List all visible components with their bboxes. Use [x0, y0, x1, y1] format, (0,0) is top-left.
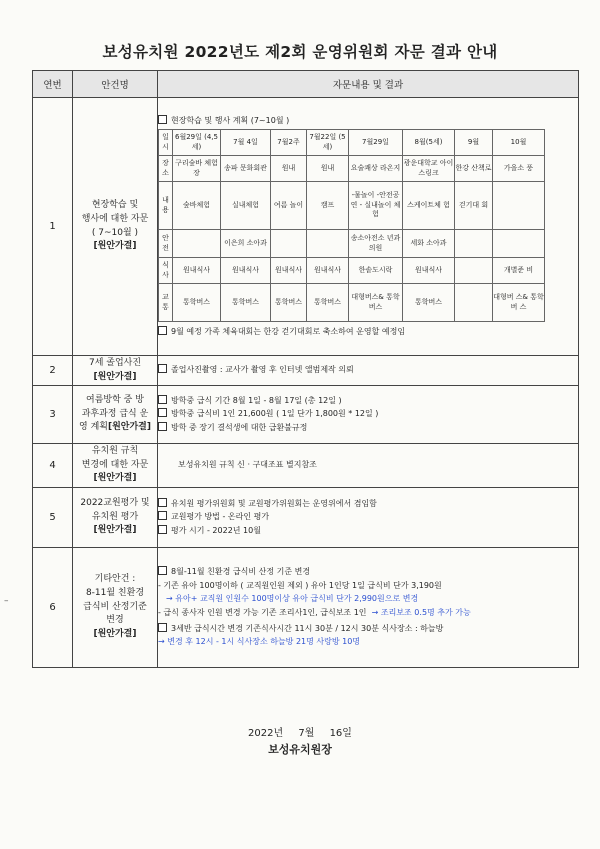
schedule-cell: 원내	[307, 156, 349, 182]
result-content	[158, 444, 579, 488]
schedule-cell	[271, 230, 307, 258]
result-line: - 급식 종사자 인원 변경 가능 기존 조리사1인, 급식보조 1인	[158, 607, 367, 617]
issue-date	[0, 724, 600, 739]
schedule-cell	[455, 230, 493, 258]
result-line: 유치원 평가위원회 및 교원평가위원회는 운영위에서 겸임함	[171, 498, 377, 508]
result-line: → 조리보조 0.5명 추가 가능	[371, 607, 471, 617]
row-number: 5	[33, 488, 73, 548]
result-line: 보성유치원 규칙 신 · 구대조표 별지참조	[178, 460, 317, 470]
result-line: - 기존 유아 100명이하 ( 교직원인원 제외 ) 유아 1인당 1일 급식비 단가 3,190원	[158, 580, 442, 590]
schedule-cell: 원내식사	[173, 258, 221, 284]
schedule-cell: 10월	[493, 130, 545, 156]
verdict: [원안가결]	[107, 422, 151, 433]
table-row	[33, 548, 579, 668]
schedule-cell: 통학버스	[271, 284, 307, 322]
table-row	[33, 356, 579, 386]
schedule-cell: 개별준 비	[493, 258, 545, 284]
table-row	[33, 444, 579, 488]
agenda-line: 현장학습 및	[91, 199, 139, 210]
result-line: 교원평가 방법 - 온라인 평가	[171, 512, 270, 522]
schedule-cell	[455, 284, 493, 322]
schedule-cell: 송소아전소 년과의원	[349, 230, 403, 258]
agenda-name	[73, 356, 158, 386]
agenda-name	[73, 548, 158, 668]
schedule-cell: 스케이트체 험	[403, 182, 455, 230]
schedule-row-date	[159, 130, 545, 156]
date-month: 7월	[298, 728, 315, 739]
agenda-line: 급식비 산정기준	[83, 601, 147, 612]
schedule-cell	[455, 258, 493, 284]
result-line: 졸업사진촬영 : 교사가 촬영 후 인터넷 앨범제작 의뢰	[171, 365, 354, 375]
result-line: → 유아+ 교직원 인원수 100명이상 유아 급식비 단가 2,990원으로 변경	[166, 594, 419, 604]
result-line: 방학중 급식 기간 8월 1일 - 8월 17일 (총 12일 )	[171, 395, 342, 405]
schedule-cell: 6월29일 (4,5세)	[173, 130, 221, 156]
schedule-cell: 통학버스	[173, 284, 221, 322]
schedule-cell: 실내체험	[221, 182, 271, 230]
result-content	[158, 386, 579, 444]
agenda-name	[73, 386, 158, 444]
schedule-cell: 원내식사	[221, 258, 271, 284]
schedule-cell: 한강 산책로	[455, 156, 493, 182]
verdict: [원안가결]	[93, 629, 137, 640]
header-num: 연번	[33, 71, 73, 98]
schedule-cell: 8월(5세)	[403, 130, 455, 156]
schedule-row-place	[159, 156, 545, 182]
checkbox-icon	[158, 511, 167, 520]
result-content	[158, 356, 579, 386]
schedule-cell: 원내	[271, 156, 307, 182]
schedule-cell: 통학버스	[403, 284, 455, 322]
agenda-line: ( 7~10월 )	[91, 227, 139, 238]
row-number: 2	[33, 356, 73, 386]
table-row	[33, 488, 579, 548]
checkbox-icon	[158, 498, 167, 507]
schedule-cell: 7월2주	[271, 130, 307, 156]
row-number: 4	[33, 444, 73, 488]
verdict: [원안가결]	[93, 473, 137, 484]
schedule-cell: 이은희 소아과	[221, 230, 271, 258]
schedule-cell: 한솥도시락	[349, 258, 403, 284]
schedule-table	[158, 129, 545, 322]
agenda-line: 여름방학 중 방	[86, 394, 144, 405]
schedule-cell: 구리숲바 체험장	[173, 156, 221, 182]
schedule-cell: 대형버스& 통학버스	[349, 284, 403, 322]
agenda-line: 행사에 대한 자문	[81, 213, 149, 224]
result-line: 3세반 급식시간 변경 기존식사시간 11시 30분 / 12시 30분 식사장소 : 하늘방	[171, 623, 444, 633]
margin-mark: –	[4, 596, 9, 606]
result-line: 평가 시기 - 2022년 10월	[171, 525, 261, 535]
checkbox-icon	[158, 422, 167, 431]
row-number: 1	[33, 98, 73, 356]
schedule-cell	[493, 230, 545, 258]
table-row	[33, 386, 579, 444]
verdict: [원안가결]	[93, 525, 137, 536]
schedule-cell: 7월29일	[349, 130, 403, 156]
row-label: 내용	[159, 182, 173, 230]
result-content	[158, 488, 579, 548]
agenda-line: 기타안건 :	[94, 573, 136, 584]
schedule-row-meal	[159, 258, 545, 284]
schedule-cell: 원내식사	[271, 258, 307, 284]
schedule-cell: 7월 4일	[221, 130, 271, 156]
schedule-cell: 세화 소아과	[403, 230, 455, 258]
schedule-cell: 가을소 풍	[493, 156, 545, 182]
row-number: 6	[33, 548, 73, 668]
schedule-row-content	[159, 182, 545, 230]
date-day: 16일	[329, 728, 352, 739]
schedule-cell: 광운대학교 아이스링크	[403, 156, 455, 182]
schedule-cell	[173, 230, 221, 258]
header-agenda: 안건명	[73, 71, 158, 98]
verdict: [원안가결]	[93, 371, 137, 382]
result-line: → 변경 후 12시 - 1시 식사장소 하늘방 21명 사랑방 10명	[158, 637, 361, 647]
document-title: 보성유치원 2022년도 제2회 운영위원회 자문 결과 안내	[102, 43, 498, 61]
schedule-cell: 통학버스	[221, 284, 271, 322]
schedule-cell: 원내식사	[307, 258, 349, 284]
result-content	[158, 98, 579, 356]
row-number: 3	[33, 386, 73, 444]
agenda-name	[73, 98, 158, 356]
row-label: 일시	[159, 130, 173, 156]
schedule-cell: 걷기대 회	[455, 182, 493, 230]
checkbox-icon	[158, 525, 167, 534]
row-label: 안전	[159, 230, 173, 258]
date-year: 2022년	[248, 728, 284, 739]
schedule-cell: 9월	[455, 130, 493, 156]
schedule-cell: 통학버스	[307, 284, 349, 322]
checkbox-icon	[158, 115, 167, 124]
header-result: 자문내용 및 결과	[158, 71, 579, 98]
result-line: 방학 중 장기 결석생에 대한 급환불규정	[171, 422, 308, 432]
agenda-name	[73, 444, 158, 488]
agenda-line: 변경	[106, 615, 124, 626]
verdict: [원안가결]	[93, 241, 137, 252]
agenda-line: 변경에 대한 자문	[81, 459, 149, 470]
result-line: 8월-11월 친환경 급식비 산정 기준 변경	[171, 567, 311, 577]
checkbox-icon	[158, 566, 167, 575]
result-line: 방학중 급식비 1인 21,600원 ( 1일 단가 1,800원 * 12일 )	[171, 409, 379, 419]
agenda-line: 과후과정 급식 운	[81, 408, 149, 419]
schedule-row-safety	[159, 230, 545, 258]
committee-result-table	[32, 70, 579, 668]
agenda-line: 8-11월 친환경	[85, 587, 145, 598]
schedule-row-transport	[159, 284, 545, 322]
schedule-cell: 원내식사	[403, 258, 455, 284]
schedule-cell: 7월22일 (5세)	[307, 130, 349, 156]
agenda-line: 유치원 규칙	[91, 445, 139, 456]
result-content	[158, 548, 579, 668]
schedule-cell	[493, 182, 545, 230]
schedule-cell: 숲바체험	[173, 182, 221, 230]
schedule-cell: -물놀이 -안전공연 - 실내놀이 체험	[349, 182, 403, 230]
checkbox-icon	[158, 326, 167, 335]
schedule-cell: 요술쾌상 라온지	[349, 156, 403, 182]
schedule-cell: 여름 놀이	[271, 182, 307, 230]
agenda-line: 7세 졸업사진	[88, 357, 142, 368]
schedule-cell	[307, 230, 349, 258]
checkbox-icon	[158, 623, 167, 632]
checkbox-icon	[158, 408, 167, 417]
checkbox-icon	[158, 364, 167, 373]
table-row	[33, 98, 579, 356]
note-text: 9월 예정 가족 체육대회는 한강 걷기대회로 축소하여 운영할 예정임	[171, 327, 406, 336]
intro-text: 현장학습 및 행사 계획 (7~10월 )	[171, 115, 290, 125]
schedule-cell: 캠프	[307, 182, 349, 230]
agenda-name	[73, 488, 158, 548]
agenda-line: 유치원 평가	[91, 511, 139, 522]
row-label: 교통	[159, 284, 173, 322]
header-row	[33, 71, 579, 98]
agenda-line: 영 계획	[79, 422, 108, 433]
checkbox-icon	[158, 395, 167, 404]
row-label: 식사	[159, 258, 173, 284]
schedule-cell: 송파 문화회관	[221, 156, 271, 182]
schedule-cell: 대형버 스& 통학버 스	[493, 284, 545, 322]
signature: 보성유치원장	[268, 743, 332, 756]
row-label: 장소	[159, 156, 173, 182]
agenda-line: 2022교원평가 및	[80, 497, 150, 508]
